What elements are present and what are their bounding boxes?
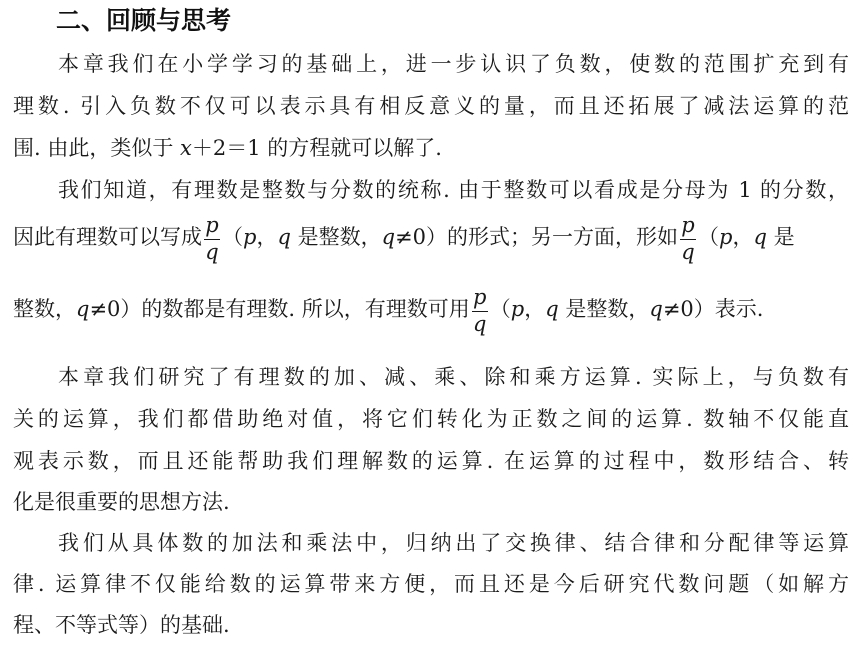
fraction-denominator: q [473, 311, 487, 336]
paragraph-3-line-1: 本章我们研究了有理数的加、减、乘、除和乘方运算. 实际上，与负数有 [58, 365, 849, 389]
paragraph-3-line-2: 关的运算，我们都借助绝对值，将它们转化为正数之间的运算. 数轴不仅能直 [13, 407, 849, 431]
text-span: （ [222, 225, 243, 249]
math-variable-q: q [545, 297, 559, 321]
text-span: ≠0）的数都是有理数. 所以，有理数可用 [89, 297, 470, 321]
fraction-numerator: p [473, 284, 487, 309]
text-span: 整数， [13, 297, 76, 321]
paragraph-2-line-2 [13, 211, 795, 263]
math-variable-q: q [76, 297, 90, 321]
fraction-denominator: q [205, 239, 219, 264]
fraction-p-over-q [203, 213, 221, 265]
math-variable-p: p [510, 297, 525, 321]
text-span: ≠0）表示. [662, 297, 764, 321]
text-span: 因此有理数可以写成 [13, 225, 202, 249]
text-span: 是 [766, 225, 795, 249]
math-variable-x: x [180, 136, 192, 160]
math-variable-q: q [381, 225, 396, 249]
fraction-numerator: p [681, 212, 695, 237]
paragraph-4-line-3: 程、不等式等）的基础. [13, 613, 230, 637]
math-variable-q: q [753, 225, 767, 249]
math-variable-p: p [243, 225, 257, 249]
paragraph-1-line-3 [13, 131, 442, 165]
text-span: ， [256, 225, 278, 249]
text-span: ≠0）的形式；另一方面，形如 [395, 225, 679, 249]
math-variable-q: q [649, 297, 663, 321]
section-heading: 二、回顾与思考 [56, 6, 232, 35]
paragraph-3-line-4: 化是很重要的思想方法. [13, 490, 230, 514]
fraction-denominator: q [681, 239, 695, 264]
text-span: （ [698, 225, 720, 249]
math-variable-p: p [719, 225, 733, 249]
text-span: ， [524, 297, 546, 321]
paragraph-4-line-1: 我们从具体数的加法和乘法中，归纳出了交换律、结合律和分配律等运算 [58, 531, 849, 555]
paragraph-2-line-3 [13, 283, 763, 335]
fraction-p-over-q [679, 213, 697, 265]
paragraph-4-line-2: 律. 运算律不仅能给数的运算带来方便，而且还是今后研究代数问题（如解方 [13, 572, 849, 596]
paragraph-1-line-1: 本章我们在小学学习的基础上，进一步认识了负数，使数的范围扩充到有 [58, 52, 849, 76]
text-span: ＋2＝1 的方程就可以解了. [191, 136, 442, 160]
fraction-p-over-q [471, 285, 489, 337]
paragraph-1-line-2: 理数. 引入负数不仅可以表示具有相反意义的量，而且还拓展了减法运算的范 [13, 94, 849, 118]
text-span: 围. 由此，类似于 [13, 136, 181, 160]
text-span: 是整数， [558, 297, 650, 321]
text-span: ， [732, 225, 754, 249]
paragraph-2-line-1: 我们知道，有理数是整数与分数的统称. 由于整数可以看成是分母为 1 的分数， [58, 178, 849, 202]
text-span: 是整数， [290, 225, 382, 249]
math-variable-q: q [277, 225, 291, 249]
text-span: （ [489, 297, 511, 321]
paragraph-3-line-3: 观表示数，而且还能帮助我们理解数的运算. 在运算的过程中，数形结合、转 [13, 449, 849, 473]
fraction-numerator: p [205, 212, 219, 237]
